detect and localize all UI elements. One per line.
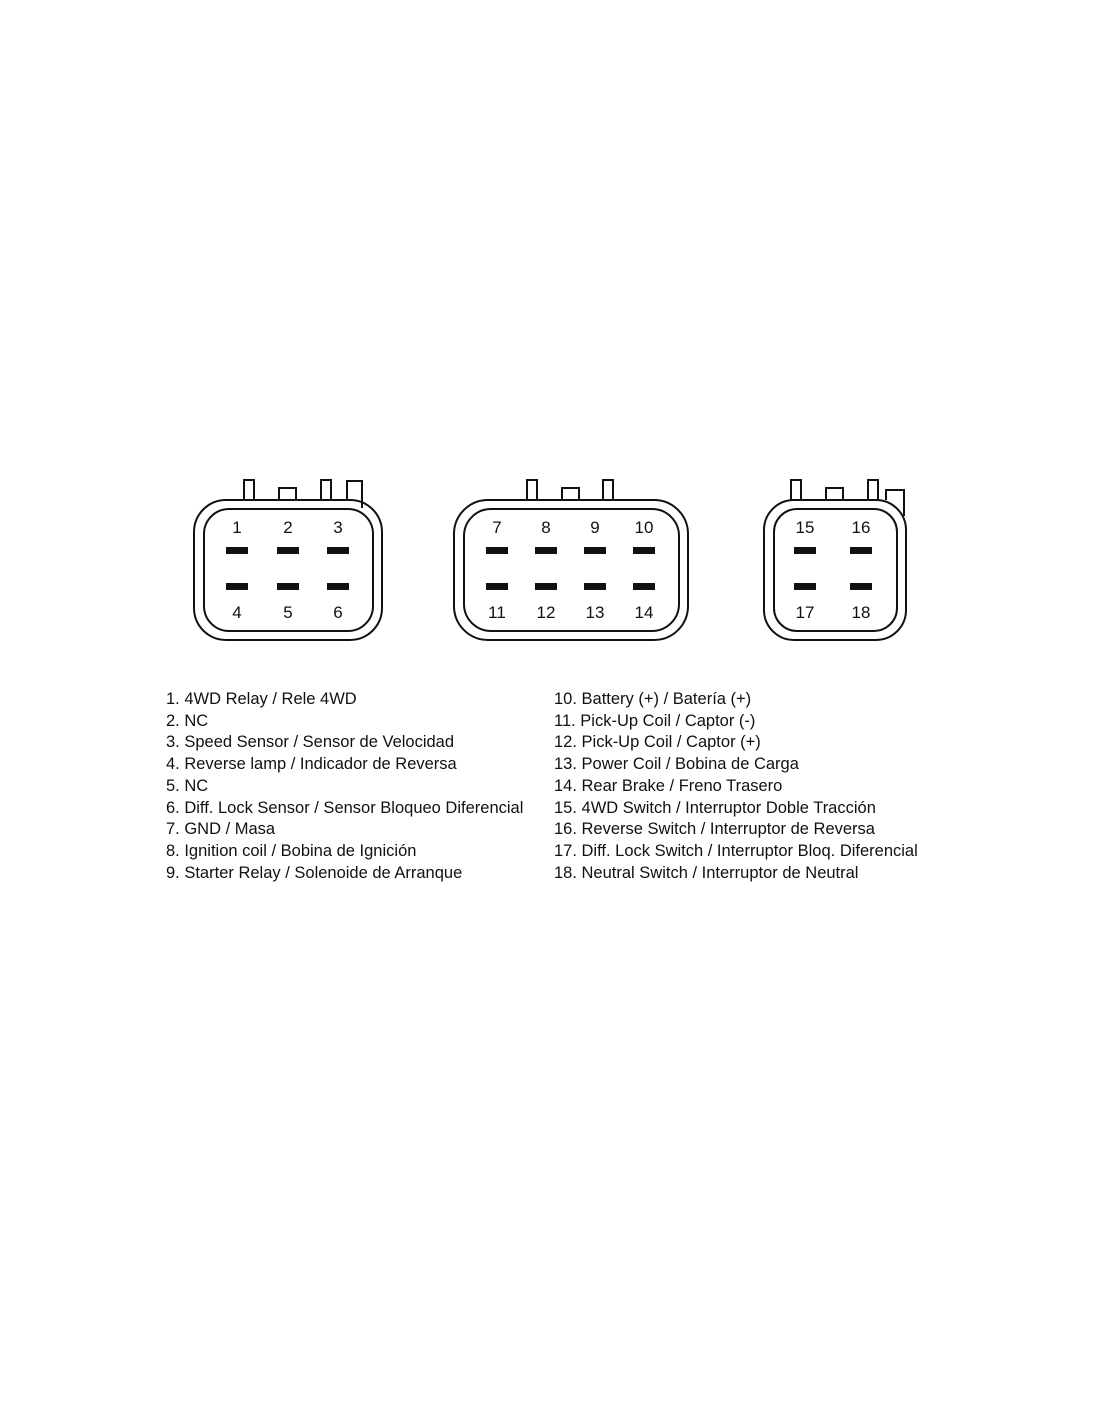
legend-item: 7. GND / Masa <box>166 820 276 839</box>
pin-slot <box>584 583 606 590</box>
pin-slot <box>584 547 606 554</box>
pin-slot <box>226 547 248 554</box>
pin-slot <box>794 583 816 590</box>
legend-item: 9. Starter Relay / Solenoide de Arranque <box>166 863 463 882</box>
legend-item: 18. Neutral Switch / Interruptor de Neutral <box>554 863 859 882</box>
pin-number: 18 <box>851 603 871 622</box>
pin-legend-left <box>166 689 523 884</box>
connector-diagram <box>0 0 1100 700</box>
pin-slot <box>633 547 655 554</box>
pin-number: 17 <box>795 603 815 622</box>
pin-number: 14 <box>634 603 654 622</box>
legend-item: 13. Power Coil / Bobina de Carga <box>554 755 799 774</box>
legend-item: 5. NC <box>166 776 209 795</box>
legend-item: 10. Battery (+) / Batería (+) <box>554 690 752 708</box>
pin-number: 2 <box>283 518 293 537</box>
pin-slot <box>327 547 349 554</box>
pin-number: 7 <box>492 518 502 537</box>
pin-slot <box>486 583 508 590</box>
pin-slot <box>277 547 299 554</box>
pin-number: 13 <box>585 603 605 622</box>
legend-item: 15. 4WD Switch / Interruptor Doble Tracción <box>554 798 876 817</box>
legend-item: 17. Diff. Lock Switch / Interruptor Bloq. Diferencial <box>554 841 918 860</box>
pin-number: 3 <box>333 518 343 537</box>
legend-item: 4. Reverse lamp / Indicador de Reversa <box>166 755 457 774</box>
legend-item: 16. Reverse Switch / Interruptor de Reversa <box>554 820 875 839</box>
pin-slot <box>794 547 816 554</box>
legend-item: 12. Pick-Up Coil / Captor (+) <box>554 733 761 752</box>
pin-slot <box>226 583 248 590</box>
legend-item: 1. 4WD Relay / Rele 4WD <box>166 690 357 708</box>
pin-number: 5 <box>283 603 293 622</box>
pin-slot <box>633 583 655 590</box>
pin-number: 8 <box>541 518 551 537</box>
legend-item: 3. Speed Sensor / Sensor de Velocidad <box>166 733 455 752</box>
pin-number: 15 <box>795 518 815 537</box>
pin-slot <box>327 583 349 590</box>
pin-number: 4 <box>232 603 242 622</box>
pin-slot <box>535 547 557 554</box>
legend-item: 11. Pick-Up Coil / Captor (-) <box>554 711 756 730</box>
pin-number: 9 <box>590 518 600 537</box>
pin-slot <box>486 547 508 554</box>
pin-number: 6 <box>333 603 343 622</box>
pin-number: 1 <box>232 518 242 537</box>
pin-number: 11 <box>488 603 506 622</box>
legend-item: 2. NC <box>166 711 209 730</box>
pin-number: 10 <box>634 518 654 537</box>
pin-number: 12 <box>536 603 556 622</box>
pin-slot <box>850 583 872 590</box>
legend-item: 14. Rear Brake / Freno Trasero <box>554 776 783 795</box>
pin-slot <box>850 547 872 554</box>
connector-c-housing <box>764 480 906 640</box>
pin-slot <box>535 583 557 590</box>
legend-item: 6. Diff. Lock Sensor / Sensor Bloqueo Diferencial <box>166 798 524 817</box>
legend-item: 8. Ignition coil / Bobina de Ignición <box>166 841 417 860</box>
pin-number: 16 <box>851 518 871 537</box>
pin-slot <box>277 583 299 590</box>
pin-legend-right <box>554 689 918 884</box>
